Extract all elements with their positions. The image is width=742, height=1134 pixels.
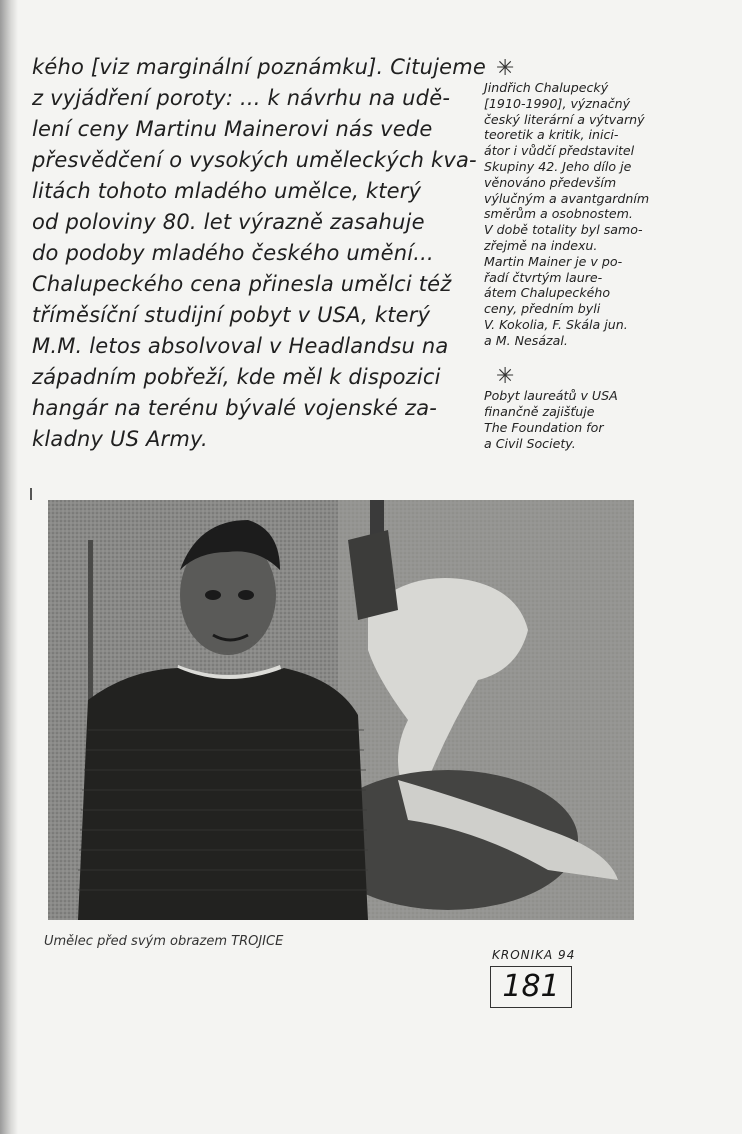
main-text-block: [32, 52, 487, 455]
page-number: 181: [490, 966, 572, 1008]
margin-note-line: a Civil Society.: [484, 436, 576, 451]
main-text-line: Chalupeckého cena přinesla umělci též: [32, 272, 452, 296]
margin-note-line: výlučným a avantgardním: [484, 190, 650, 206]
main-text-line: M.M. letos absolvoval v Headlandsu na: [32, 334, 449, 358]
margin-note-chalupecky: [484, 58, 704, 349]
margin-note-line: V. Kokolia, F. Skála jun.: [484, 316, 628, 332]
margin-note-line: český literární a výtvarný: [484, 111, 645, 127]
margin-note-line: Skupiny 42. Jeho dílo je: [484, 158, 632, 174]
margin-note-foundation: [484, 366, 704, 452]
margin-note-line: [1910-1990], význačný: [484, 95, 631, 111]
artist-photo-illustration: [48, 500, 634, 920]
margin-note-line: ceny, předním byli: [484, 301, 601, 317]
margin-note-line: The Foundation for: [484, 420, 604, 435]
main-text-line: od poloviny 80. let výrazně zasahuje: [32, 210, 425, 234]
asterisk-icon: ✳: [496, 56, 515, 81]
main-text-line: hangár na terénu bývalé vojenské za-: [32, 396, 438, 420]
artist-photo: [48, 500, 634, 920]
kronika-label: KRONIKA 94: [492, 948, 576, 962]
margin-note-line: átor i vůdčí představitel: [484, 143, 635, 159]
main-text-line: tříměsíční studijní pobyt v USA, který: [32, 303, 431, 327]
main-text-line: kého [viz marginální poznámku]. Citujeme: [32, 55, 487, 79]
margin-note-line: teoretik a kritik, inici-: [484, 127, 619, 143]
photo-caption: Umělec před svým obrazem TROJICE: [44, 934, 284, 949]
margin-note-line: směrům a osobnostem.: [484, 206, 633, 222]
binding-shadow: [0, 0, 18, 1134]
asterisk-icon: ✳: [496, 364, 515, 389]
margin-note-line: átem Chalupeckého: [484, 285, 611, 301]
margin-note-line: zřejmě na indexu.: [484, 237, 598, 253]
main-text-line: lení ceny Martinu Mainerovi nás vede: [32, 117, 433, 141]
main-text-line: západním pobřeží, kde měl k dispozici: [32, 365, 441, 389]
main-text-line: přesvědčení o vysokých uměleckých kva-: [32, 148, 477, 172]
main-text-line: litách tohoto mladého umělce, který: [32, 179, 422, 203]
margin-note-line: finančně zajišťuje: [484, 404, 595, 419]
main-text-line: kladny US Army.: [32, 427, 208, 451]
margin-note-line: Jindřich Chalupecký: [484, 80, 609, 95]
margin-note-line: Pobyt laureátů v USA: [484, 388, 618, 403]
margin-tick: [30, 488, 32, 500]
main-text-line: z vyjádření poroty: ... k návrhu na udě-: [32, 86, 451, 110]
margin-note-line: řadí čtvrtým laure-: [484, 269, 603, 285]
margin-note-line: a M. Nesázal.: [484, 332, 568, 348]
margin-note-line: Martin Mainer je v po-: [484, 253, 623, 269]
margin-note-line: V době totality byl samo-: [484, 222, 643, 238]
margin-note-line: věnováno především: [484, 174, 617, 190]
main-text-line: do podoby mladého českého umění...: [32, 241, 434, 265]
